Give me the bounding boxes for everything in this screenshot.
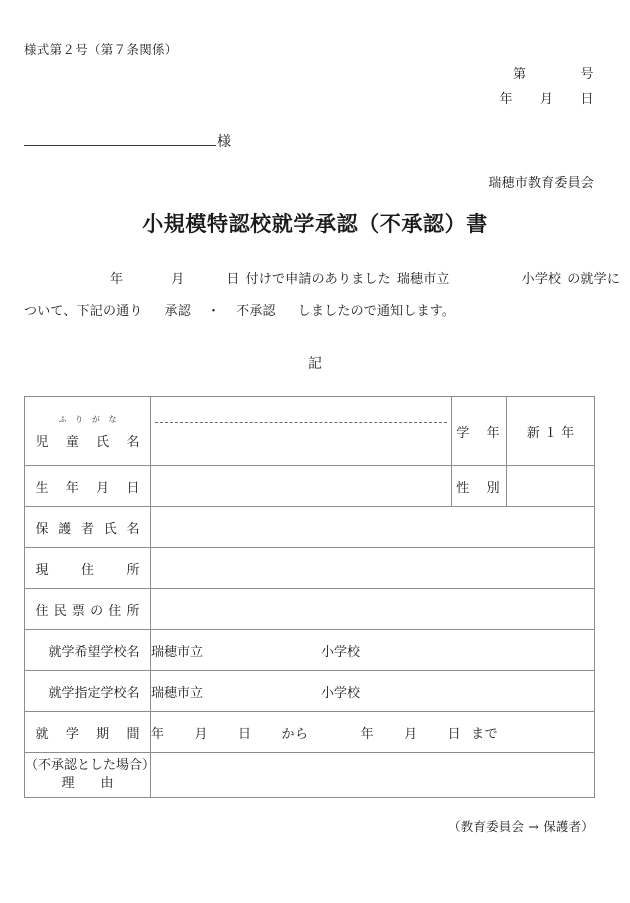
table-row-birthdate [25, 466, 595, 507]
designated-school-city: 瑞穂市立 [151, 685, 204, 701]
disapproval-reason-input-cell[interactable] [151, 753, 595, 798]
application-year-blank: 年 [110, 272, 124, 287]
row-label-guardian-name: 保護者氏名 [25, 507, 151, 548]
application-month-blank: 月 [171, 272, 185, 287]
application-day-blank: 日 [226, 272, 240, 287]
desired-school-value-cell[interactable] [151, 630, 595, 671]
period-to-year: 年 [360, 726, 375, 742]
body-text-a: 付けで申請のありました [245, 272, 391, 287]
disapprove-option: 不承認 [236, 304, 276, 319]
issuer-name: 瑞穂市教育委員会 [488, 176, 594, 191]
enrollment-period-value-cell[interactable] [151, 712, 595, 753]
approve-option: 承認 [164, 304, 191, 319]
addressee-honorific: 様 [217, 134, 231, 150]
designated-school-suffix: 小学校 [321, 685, 361, 701]
child-name-label: 児童氏名 [35, 435, 140, 450]
table-row-residence-certificate-address [25, 589, 595, 630]
addressee-line [24, 130, 231, 151]
desired-school-city: 瑞穂市立 [151, 644, 204, 660]
row-label-desired-school: 就学希望学校名 [25, 630, 151, 671]
table-row-desired-school [25, 630, 595, 671]
body-text-b: の就学に [567, 272, 621, 287]
body-text-d: しましたので通知します。 [297, 304, 456, 319]
table-row-enrollment-period [25, 712, 595, 753]
student-information-table [24, 396, 595, 798]
row-label-grade: 学 年 [452, 397, 507, 466]
row-label-gender: 性 別 [452, 466, 507, 507]
furigana-label: ふりがな [58, 414, 117, 424]
addressee-blank-underline [24, 130, 216, 146]
period-to-month: 月 [404, 726, 418, 742]
body-school-suffix: 小学校 [521, 272, 562, 287]
designated-school-value-cell[interactable] [151, 671, 595, 712]
row-label-birthdate: 生年月日 [25, 466, 151, 507]
period-from-day: 日 [238, 726, 252, 742]
body-paragraph-line-1 [24, 268, 621, 287]
table-row-designated-school [25, 671, 595, 712]
body-paragraph-line-2 [24, 300, 606, 319]
table-row-disapproval-reason [25, 753, 595, 798]
body-text-c: ついて、下記の通り [24, 304, 143, 319]
birthdate-input-cell[interactable] [151, 466, 452, 507]
row-label-current-address: 現住所 [25, 548, 151, 589]
row-label-child-name [25, 397, 151, 466]
row-label-residence-certificate-address: 住民票の住所 [25, 589, 151, 630]
current-address-input-cell[interactable] [151, 548, 595, 589]
desired-school-suffix: 小学校 [321, 644, 361, 660]
period-from-month: 月 [194, 726, 209, 742]
period-from-word: から [281, 726, 309, 742]
body-city-name: 瑞穂市立 [396, 272, 450, 287]
document-date-field: 年 月 日 [499, 92, 594, 107]
residence-certificate-address-input-cell[interactable] [151, 589, 595, 630]
period-from-year: 年 [151, 726, 165, 742]
gender-value-cell[interactable] [507, 466, 595, 507]
footer-routing-note: （教育委員会 → 保護者） [447, 819, 594, 834]
table-row-child-name [25, 397, 595, 466]
row-label-designated-school: 就学指定学校名 [25, 671, 151, 712]
disapproval-reason-label-line2: 理由 [61, 776, 140, 791]
row-label-disapproval-reason [25, 753, 156, 798]
table-row-current-address [25, 548, 595, 589]
row-label-enrollment-period: 就学期間 [25, 712, 151, 753]
child-name-input-cell[interactable] [151, 397, 452, 466]
document-number-field: 第 号 [512, 67, 594, 82]
form-number-label: 様式第２号（第７条関係） [24, 42, 178, 57]
page-title: 小規模特認校就学承認（不承認）書 [142, 212, 488, 236]
guardian-name-input-cell[interactable] [151, 507, 595, 548]
period-to-word: まで [471, 726, 499, 742]
furigana-dashed-line [155, 422, 447, 423]
period-to-day: 日 [447, 726, 462, 742]
table-row-guardian-name [25, 507, 595, 548]
disapproval-reason-label-line1: （不承認とした場合） [25, 758, 156, 774]
grade-value-cell[interactable]: 新 １ 年 [507, 397, 595, 466]
ki-marker: 記 [308, 356, 322, 372]
option-separator-dot: ・ [206, 304, 221, 319]
